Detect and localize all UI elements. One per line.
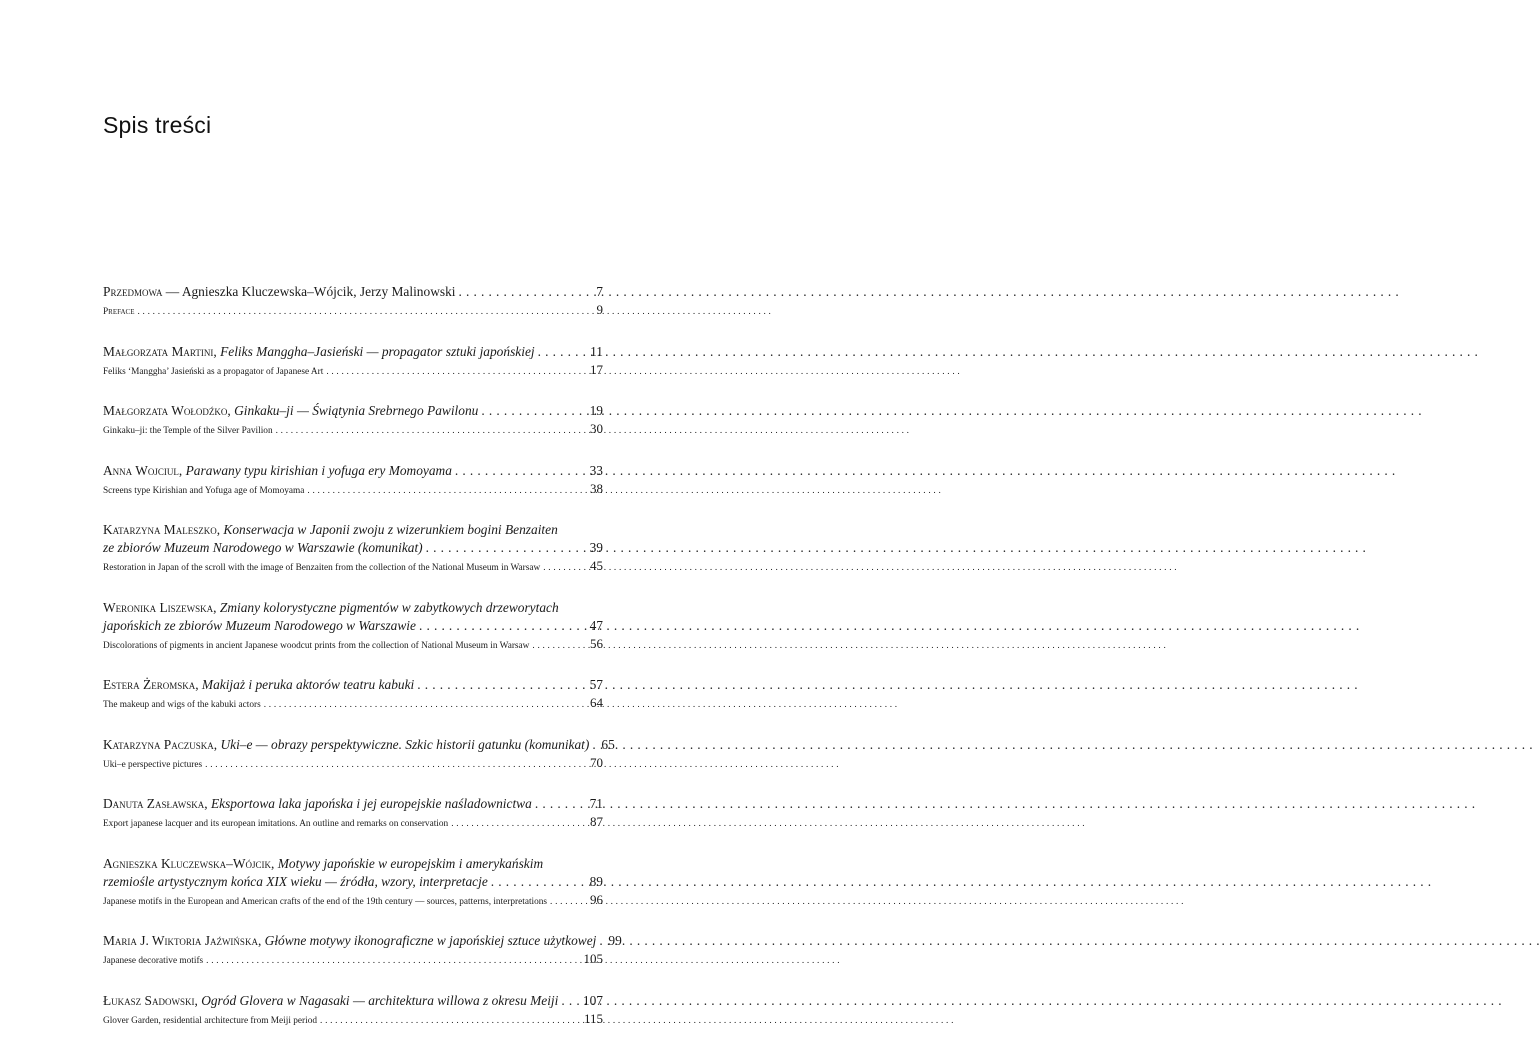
entry-english-title: Preface [103, 307, 135, 317]
entry-text [103, 343, 535, 361]
entry-separator: , [195, 677, 202, 692]
toc-entry[interactable] [103, 676, 603, 713]
entry-author: Danuta Zasławska [103, 796, 205, 811]
entry-english-title: Uki–e perspective pictures [103, 759, 203, 770]
entry-polish-line [103, 736, 615, 754]
entry-english-title: Discolorations of pigments in ancient Japanese woodcut prints from the collection of National Museum in Warsaw [103, 640, 530, 651]
dot-leader [138, 305, 594, 320]
entry-text [103, 617, 416, 635]
entry-english-page-number: 70 [590, 754, 603, 770]
dot-leader [592, 736, 598, 754]
entry-author: Estera Żeromska [103, 677, 196, 692]
toc-entry[interactable] [103, 736, 615, 773]
dot-leader [307, 484, 587, 499]
entry-title: Parawany typu kirishian i yofuga ery Momoyama [185, 462, 452, 478]
entry-title: Uki–e — obrazy perspektywiczne. Szkic historii gatunku (komunikat) [220, 736, 590, 752]
entry-author: Przedmowa [103, 284, 163, 299]
entry-separator: , [257, 933, 265, 948]
entry-polish-line [103, 992, 603, 1010]
entry-separator: , [271, 855, 278, 871]
entry-author: Agnieszka Kluczewska–Wójcik [103, 855, 272, 871]
entry-author: Anna Wojciul [103, 462, 179, 478]
entry-title: Konserwacja w Japonii zwoju z wizerunkiem bogini Benzaiten [223, 522, 558, 537]
entry-english-page-number: 38 [590, 480, 603, 496]
entry-page-number: 107 [582, 992, 603, 1008]
entry-text [103, 992, 558, 1010]
dot-leader [426, 539, 587, 557]
entry-english-line [103, 481, 603, 499]
dot-leader [264, 698, 587, 713]
page-title: Spis treści [103, 112, 212, 138]
entry-polish-line [103, 343, 603, 361]
toc-entry[interactable] [103, 599, 603, 654]
entry-english-line [103, 1011, 603, 1029]
entry-separator: , [227, 403, 235, 418]
entry-separator: , [204, 796, 211, 811]
entry-author: Katarzyna Paczuska [103, 736, 214, 752]
entry-text [103, 855, 543, 873]
dot-leader [417, 676, 586, 694]
entry-title: Zmiany kolorystyczne pigmentów w zabytkowych drzeworytach [219, 599, 559, 615]
entry-english-line [103, 814, 603, 832]
entry-text [103, 873, 488, 891]
dot-leader [419, 617, 587, 635]
entry-polish-line [103, 855, 603, 873]
dot-leader [535, 795, 587, 813]
entry-polish-line [103, 932, 622, 950]
entry-text [103, 402, 478, 420]
entry-title-continued: rzemiośle artystycznym końca XIX wieku — źródła, wzory, interpretacje [103, 873, 488, 889]
entry-text [103, 539, 423, 557]
entry-english-line [103, 558, 603, 576]
dot-leader [205, 758, 587, 773]
entry-author: Weronika Liszewska [103, 599, 214, 615]
entry-english-page-number: 30 [590, 421, 603, 436]
toc-entry[interactable] [103, 402, 603, 439]
entry-english-line [103, 302, 603, 320]
dot-leader [538, 343, 587, 361]
entry-english-page-number: 96 [590, 891, 603, 907]
entry-author: Katarzyna Maleszko [103, 522, 217, 537]
dot-leader [455, 462, 587, 480]
toc-entry[interactable] [103, 521, 603, 576]
entry-english-line [103, 636, 603, 654]
entry-title: Główne motywy ikonograficzne w japońskiej sztuce użytkowej [264, 933, 597, 948]
entry-polish-line [103, 539, 603, 557]
dot-leader [561, 992, 580, 1010]
toc-entry[interactable] [103, 343, 603, 380]
entry-text [103, 736, 589, 754]
table-of-contents [103, 283, 622, 1051]
dot-leader [491, 873, 587, 891]
entry-text [103, 283, 456, 301]
entry-separator: , [178, 462, 186, 478]
entry-english-title: Glover Garden, residential architecture from Meiji period [103, 1015, 318, 1026]
entry-page-number: 7 [596, 284, 603, 299]
entry-text [103, 599, 559, 617]
entry-english-line [103, 362, 603, 380]
entry-english-line [103, 755, 603, 773]
dot-leader [481, 402, 586, 420]
entry-english-page-number: 9 [596, 302, 603, 317]
entry-english-line [103, 695, 603, 713]
entry-separator: — [162, 284, 182, 299]
entry-title: Ogród Glovera w Nagasaki — architektura willowa z okresu Meiji [201, 992, 559, 1008]
toc-entry[interactable] [103, 932, 622, 969]
entry-polish-line [103, 402, 603, 420]
entry-english-title: Screens type Kirishian and Yofuga age of Momoyama [103, 485, 305, 496]
entry-english-page-number: 64 [590, 695, 603, 710]
dot-leader [543, 561, 587, 576]
dot-leader [276, 424, 587, 439]
entry-page-number: 39 [589, 540, 603, 555]
toc-entry[interactable] [103, 992, 603, 1029]
entry-polish-line [103, 521, 603, 539]
entry-english-page-number: 115 [583, 1010, 603, 1026]
entry-title: Feliks Manggha–Jasieński — propagator sztuki japońskiej [220, 343, 535, 359]
entry-page-number: 33 [589, 462, 603, 478]
entry-text [103, 676, 414, 694]
entry-page-number: 19 [589, 403, 603, 418]
entry-title: Ginkaku–ji — Świątynia Srebrnego Pawilonu [234, 403, 479, 418]
entry-title: Makijaż i peruka aktorów teatru kabuki [201, 677, 415, 692]
entry-polish-line [103, 795, 603, 813]
entry-page-number: 71 [589, 796, 603, 811]
toc-entry[interactable] [103, 462, 603, 499]
dot-leader [451, 817, 587, 832]
dot-leader [206, 954, 580, 969]
entry-author: Łukasz Sadowski [103, 992, 195, 1008]
entry-separator: , [213, 599, 220, 615]
entry-english-title: Japanese motifs in the European and American crafts of the end of the 19th century — sources, patterns, interpretations [103, 896, 548, 907]
entry-separator: , [213, 736, 221, 752]
entry-english-page-number: 105 [583, 951, 603, 966]
entry-separator: , [194, 992, 202, 1008]
entry-english-title: Japanese decorative motifs [103, 956, 204, 966]
dot-leader [550, 895, 587, 910]
entry-english-page-number: 87 [590, 814, 603, 829]
entry-text [103, 795, 532, 813]
entry-text [103, 932, 596, 950]
entry-english-title: Export japanese lacquer and its european imitations. An outline and remarks on conservation [103, 819, 449, 829]
entry-author: Małgorzata Martini [103, 343, 214, 359]
entry-page-number: 11 [590, 343, 603, 359]
entry-page-number: 65 [601, 736, 615, 752]
entry-title-continued: japońskich ze zbiorów Muzeum Narodowego w Warszawie [103, 617, 416, 633]
entry-title: Eksportowa laka japońska i jej europejskie naśladownictwa [210, 796, 532, 811]
entry-title-continued: ze zbiorów Muzeum Narodowego w Warszawie (komunikat) [103, 540, 423, 555]
entry-text [103, 521, 558, 539]
entry-english-line [103, 892, 603, 910]
entry-english-page-number: 45 [590, 558, 603, 573]
entry-text [103, 462, 452, 480]
entry-english-title: The makeup and wigs of the kabuki actors [103, 700, 261, 710]
entry-author: Maria J. Wiktoria Jaźwińska [103, 933, 258, 948]
entry-page-number: 99 [608, 933, 622, 948]
entry-page-number: 47 [589, 617, 603, 633]
entry-polish-line [103, 617, 603, 635]
entry-author: Małgorzata Wołodźko [103, 403, 228, 418]
dot-leader [532, 639, 587, 654]
entry-polish-line [103, 873, 603, 891]
entry-polish-line [103, 462, 603, 480]
dot-leader [459, 283, 594, 301]
entry-separator: , [216, 522, 224, 537]
entry-english-page-number: 17 [590, 361, 603, 377]
entry-polish-line [103, 676, 603, 694]
entry-english-page-number: 56 [590, 635, 603, 651]
toc-entry[interactable] [103, 795, 603, 832]
entry-polish-line [103, 599, 603, 617]
entry-english-title: Ginkaku–ji: the Temple of the Silver Pavilion [103, 426, 273, 436]
dot-leader [326, 365, 587, 380]
entry-english-title: Feliks ‘Manggha’ Jasieński as a propagator of Japanese Art [103, 366, 324, 377]
toc-entry[interactable] [103, 283, 603, 320]
entry-page-number: 89 [589, 873, 603, 889]
toc-entry[interactable] [103, 855, 603, 910]
entry-title: Agnieszka Kluczewska–Wójcik, Jerzy Malinowski [181, 284, 456, 299]
dot-leader [599, 932, 605, 950]
entry-polish-line [103, 283, 603, 301]
entry-page-number: 57 [589, 677, 603, 692]
entry-english-title: Restoration in Japan of the scroll with the image of Benzaiten from the collection of the National Museum in Warsaw [103, 563, 541, 573]
entry-english-line [103, 421, 603, 439]
dot-leader [320, 1014, 581, 1029]
entry-separator: , [213, 343, 221, 359]
entry-title: Motywy japońskie w europejskim i amerykańskim [277, 855, 544, 871]
entry-english-line [103, 951, 603, 969]
